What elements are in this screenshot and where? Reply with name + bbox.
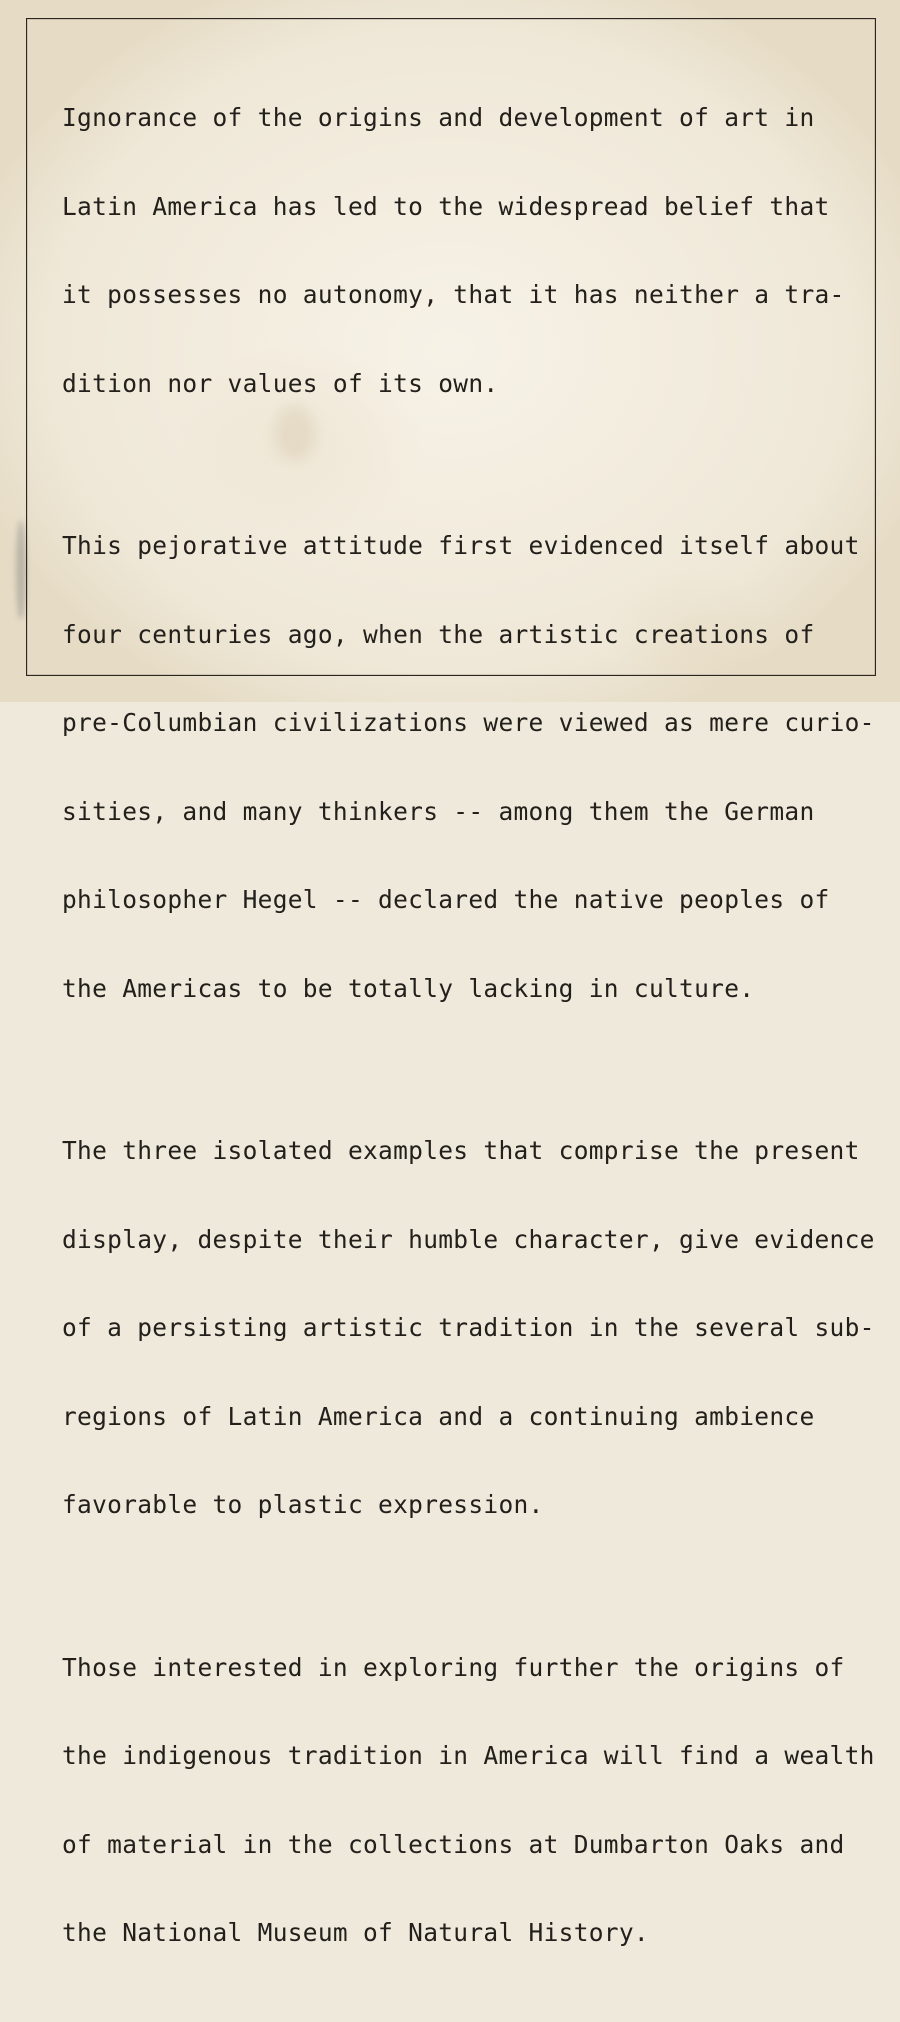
text-line: the indigenous tradition in America will find a wealth xyxy=(62,1741,875,1770)
text-line: regions of Latin America and a continuing ambience xyxy=(62,1401,815,1431)
text-line: the National Museum of Natural History. xyxy=(62,1918,649,1947)
typed-text-block xyxy=(62,44,875,2022)
text-line: philosopher Hegel -- declared the native peoples of xyxy=(62,885,830,914)
text-line: dition nor values of its own. xyxy=(62,368,499,398)
paragraph-1 xyxy=(62,44,862,457)
text-line: This pejorative attitude first evidenced itself about xyxy=(62,531,860,560)
text-line: sities, and many thinkers -- among them the German xyxy=(62,796,815,826)
text-line: of material in the collections at Dumbarton Oaks and xyxy=(62,1829,845,1859)
text-line: Ignorance of the origins and development of art in xyxy=(62,103,815,132)
text-line: four centuries ago, when the artistic creations of xyxy=(62,619,815,649)
text-line: pre-Columbian civilizations were viewed as mere curio- xyxy=(62,708,875,737)
text-line: favorable to plastic expression. xyxy=(62,1490,544,1519)
paragraph-2 xyxy=(62,472,875,1062)
text-line: Those interested in exploring further the origins of xyxy=(62,1652,845,1682)
text-line: of a persisting artistic tradition in the several sub- xyxy=(62,1313,875,1342)
text-line: display, despite their humble character, give evidence xyxy=(62,1224,875,1254)
ink-smudge xyxy=(16,520,26,620)
paragraph-3 xyxy=(62,1077,875,1579)
text-line: The three isolated examples that comprise the present xyxy=(62,1136,860,1165)
text-line: the Americas to be totally lacking in culture. xyxy=(62,973,755,1003)
paragraph-4 xyxy=(62,1594,875,2007)
text-line: Latin America has led to the widespread belief that xyxy=(62,191,830,221)
text-line: it possesses no autonomy, that it has neither a tra- xyxy=(62,280,845,309)
